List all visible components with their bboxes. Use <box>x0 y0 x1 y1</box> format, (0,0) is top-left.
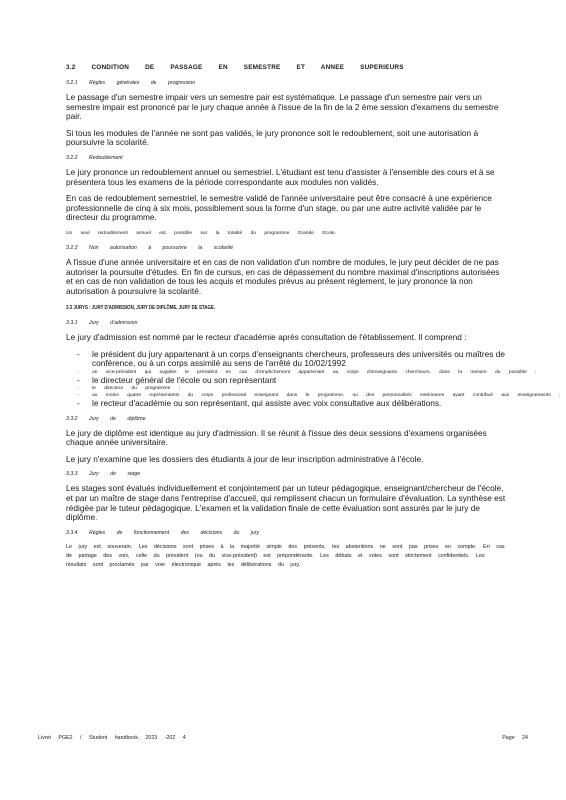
list-item: - le recteur d'académie ou son représentant, qui assiste avec voix consultative aux délibérations. <box>92 399 506 408</box>
subsection-heading: 3.2.3 Non autorisation à poursuivre la scolarité <box>66 244 233 251</box>
subsection-heading: 3.2.2 Redoublement <box>66 154 123 161</box>
section-heading: 3.3 JURYS : JURY D'ADMISSION, JURY DE DIPLÔME, JURY DE STAGE. <box>66 305 216 312</box>
paragraph: Les stages sont évalués individuellement et conjointement par un tuteur pédagogique, enseignant/chercheur de l'école, et par un maître de stage dans l'entreprise d'accueil, qui remplissent chacun un formulaire d'évaluation. La synthèse est rédigée par le tuteur pédagogique. L'examen et la validation finale de cette évaluation sont assurés par le jury de diplôme. <box>66 483 506 523</box>
list-item: - un vice-président qui supplée le président en cas d'empêchement appartenant au corps d'enseignants chercheurs, dans la mesure du possible ; <box>92 369 506 376</box>
subsection-heading: 3.3.4 Règles de fonctionnement des décisions du jury <box>66 529 260 536</box>
list-item: - le directeur du programme ; <box>92 385 506 392</box>
paragraph-small: Le jury est souverain. Les décisions sont prises à la majorité simple des présents, les abstentions ne sont pas prises en compte. En cas de partage des voix, celle du président (ou du vice-président) est prépondérante. Les débats et votes sont strictement confidentiels. Les résultats sont proclamés par voie électronique après les délibérations du jury. <box>66 543 505 568</box>
subsection-heading: 3.3.3 Jury de stage <box>66 471 141 478</box>
paragraph: Le jury n'examine que les dossiers des étudiants à jour de leur inscription administrative à l'école. <box>66 453 424 464</box>
footer-handbook-label: Livret PGE2 / Student handbook 2023 -202 4 <box>38 735 186 741</box>
page-content <box>66 64 561 570</box>
page-number: Page 24 <box>502 735 528 741</box>
paragraph: Si tous les modules de l'année ne sont pas validés, le jury prononce soit le redoublement, soit une autorisation à poursuivre la scolarité. <box>66 127 479 148</box>
paragraph: Le jury de diplôme est identique au jury d'admission. Il se réunit à l'issue des deux sessions d'examens organisées chaque année universitaire. <box>66 427 487 448</box>
list-item: - le directeur général de l'école ou son représentant <box>92 376 506 385</box>
page-footer <box>38 735 528 741</box>
section-heading: 3.2 CONDITION DE PASSAGE EN SEMESTRE ET ANNEE SUPERIEURS <box>66 64 404 71</box>
paragraph-small: Un seul redoublement annuel est possible sur la totalité du programme Grande Ecole. <box>66 230 336 236</box>
list-item: - au moins quatre représentants du corps professoral enseignant dans le programme, ou des personnalités extérieures ayant contribué aux enseignements ; <box>92 392 506 399</box>
subsection-heading: 3.2.1 Règles générales de progression <box>66 80 196 86</box>
subsection-heading: 3.3.1 Jury d'admission <box>66 320 138 327</box>
paragraph: Le jury prononce un redoublement annuel ou semestriel. L'étudiant est tenu d'assister à l'ensemble des cours et à se présentera tous les examens de la période correspondante aux modules non validés. <box>66 166 495 187</box>
paragraph: Le passage d'un semestre impair vers un semestre pair est systématique. Le passage d'un semestre pair vers un semestre impair est prononcé par le jury chaque année à l'issue de la fin de la 2 ème session d'examens du semestre pair. <box>66 92 499 122</box>
paragraph: En cas de redoublement semestriel, le semestre validé de l'année universitaire peut être consacré à une expérience professionnelle de cinq à six mois, possiblement sous la forme d'un stage, ou par une autre activité validée par le directeur du programme. <box>66 193 492 223</box>
subsection-heading: 3.3.2 Jury de diplôme <box>66 415 146 422</box>
paragraph: Le jury d'admission est nommé par le recteur d'académie après consultation de l'établissement. Il comprend : <box>66 332 467 343</box>
list-item: - le président du jury appartenant à un corps d'enseignants chercheurs, professeurs des universités ou maîtres de conférence, ou à un corps assimilé au sens de l'arrêté du 10/02/1992 <box>92 350 506 369</box>
jury-member-list <box>66 348 561 409</box>
paragraph: A l'issue d'une année universitaire et en cas de non validation d'un nombre de modules, le jury peut décider de ne pas autoriser la poursuite d'études. En fin de cursus, en cas de dépassement du nombre maximal d'inscriptions autorisées et en cas de non validation de tous les acquis et modules prévus au présent règlement, le jury prononce la non autorisation à poursuivre la scolarité. <box>66 256 500 296</box>
